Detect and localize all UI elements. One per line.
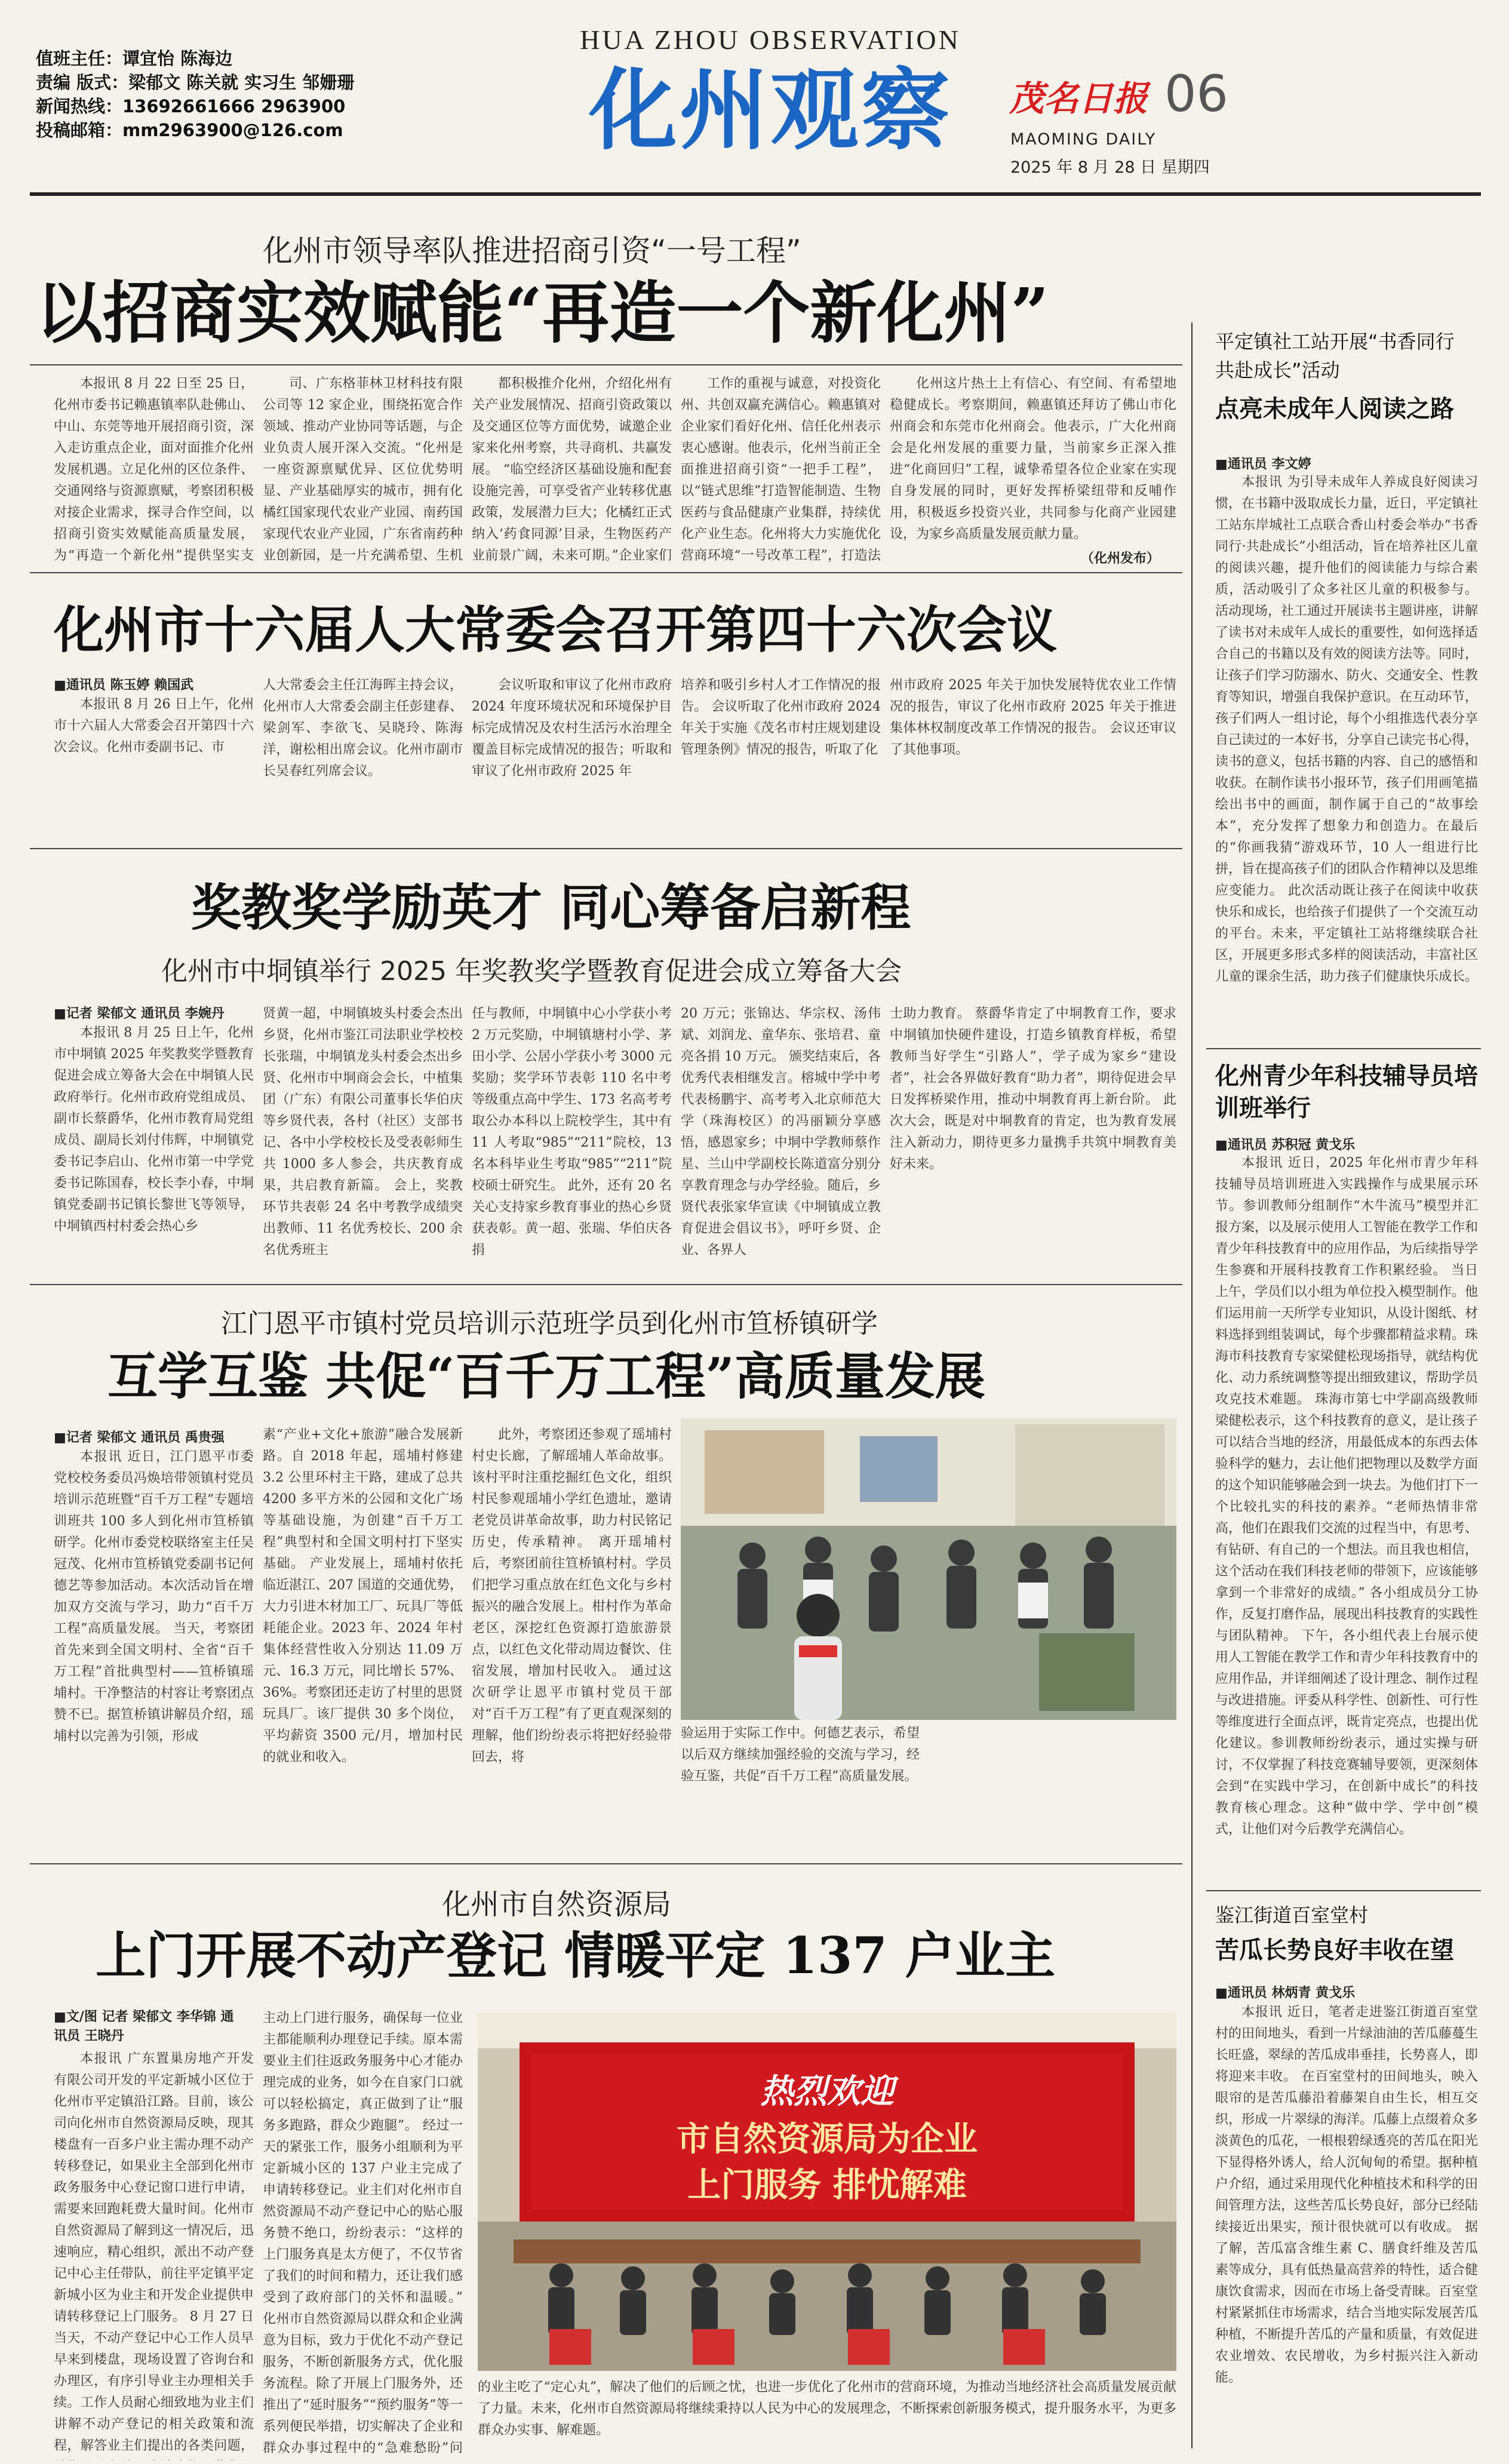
article4-kicker: 江门恩平市镇村党员培训示范班学员到化州市笪桥镇研学 <box>221 1308 878 1339</box>
study-tour-photo <box>681 1418 1176 1720</box>
credit-line: 投稿邮箱：mm2963900@126.com <box>36 120 343 140</box>
divider <box>30 364 1182 365</box>
article5-headline: 上门开展不动产登记 情暖平定 137 户业主 <box>96 1926 1056 1985</box>
side1-body: 本报讯 为引导未成年人养成良好阅读习惯，在书籍中汲取成长力量，近日，平定镇社工站东岸城社工点联合香山村委会举办“书香同行·共赴成长”小组活动，旨在培养社区儿童的阅读兴趣，提升他们的阅读能力与综合素质，活动吸引了众多社区儿童的积极参与。 活动现场，社工通过开展读书主题讲座，讲解了读书对未成年人成长的重要性，如何选择适合自己的书籍以及有效的阅读方法等。同时，让孩子们学习防溺水、防火、交通安全、性教育等知识，增强自我保护意识。在互动环节，孩子们两人一组讨论，每个小组推选代表分享自己读过的一本好书，分享自己读完书心得，读书的意义，包括书籍的内容、自己的感悟和收获。在制作读书小报环节，孩子们用画笔描绘出书中的画面，制作属于自己的“故事绘本”，充分发挥了想象力和创造力。在最后的“你画我猜”游戏环节，10 人一组进行比拼，旨在提高孩子们的团队合作精神以及思维应变能力。 此次活动既让孩子在阅读中收获快乐和成长，也给孩子们提供了一个交流互动的平台。未来，平定镇社工站将继续联合社区，开展更多形式多样的阅读活动，丰富社区儿童的课余生活，助力孩子们健康快乐成长。 <box>1215 475 1478 984</box>
masthead-credits <box>36 47 525 142</box>
page-number: 06 <box>1164 64 1228 123</box>
divider <box>1206 1048 1481 1049</box>
article1-headline: 以招商实效赋能“再造一个新化州” <box>36 274 1049 352</box>
article2-col1: 本报讯 8 月 26 日上午，化州市十六届人大常委会召开第四十六次会议。化州市委副书记、市 <box>54 697 254 755</box>
article3-col2: 贤黄一超，中垌镇坡头村委会杰出乡贤，化州市鉴江司法职业学校校长张瑞，中垌镇龙头村委会杰出乡贤、化州市中垌商会会长，中植集团（广东）有限公司董事长华伯庆等乡贤代表，各村（社区）支部书记、各中小学校校长及受表彰师生共 1000 多人参会，共庆教育成果，共启教育新篇。 会上，奖教环节共表彰 24 名中考教学成绩突出教师、11 名优秀校长、200 余名优秀班主 <box>263 1006 463 1258</box>
divider <box>30 1863 1182 1864</box>
side3-body: 本报讯 近日，笔者走进鉴江街道百室堂村的田间地头，看到一片绿油油的苦瓜藤蔓生长旺盛，翠绿的苦瓜成串垂挂，长势喜人，即将迎来丰收。 在百室堂村的田间地头，映入眼帘的是苦瓜藤沿着藤架自由生长，相互交织，形成一片翠绿的海洋。瓜藤上点缀着众多淡黄色的瓜花，一根根碧绿透亮的苦瓜在阳光下显得格外诱人，给人沉甸甸的希望。据种植户介绍，通过采用现代化种植技术和科学的田间管理方法，这些苦瓜长势良好，部分已经陆续接近出果实，预计很快就可以有收成。 据了解，苦瓜富含维生素 C、膳食纤维及苦瓜素等成分，具有低热量高营养的特性，适合健康饮食需求，因而在市场上备受青睐。百室堂村紧紧抓住市场需求，结合当地实际发展苦瓜种植，不断提升苦瓜的产量和质量，有效促进农业增效、农民增收，为乡村振兴注入新动能。 <box>1215 2005 1478 2385</box>
side3-byline: ■通讯员 林炳青 黄戈乐 <box>1215 1986 1356 2001</box>
banner-line1: 市自然资源局为企业 <box>677 2120 978 2159</box>
article4-headline: 互学互鉴 共促“百千万工程”高质量发展 <box>107 1347 985 1406</box>
article4-col3: 此外，考察团还参观了瑶埔村村史长廊，了解瑶埔人革命故事。该村平时注重挖掘红色文化，组织村民参观瑶埔小学红色遗址，邀请老党员讲革命故事，助力村民铭记历史，传承精神。 离开瑶埔村后，考察团前往笪桥镇村村。学员们把学习重点放在红色文化与乡村振兴的融合发展上。柑村作为革命老区，深挖红色资源打造旅游景点，以红色文化带动周边餐饮、住宿发展，增加村民收入。 通过这次研学让恩平市镇村党员干部对“百千万工程”有了更直观深刻的理解，他们纷纷表示将把好经验带回去，将 <box>472 1427 672 1765</box>
article5-kicker: 化州市自然资源局 <box>442 1888 672 1921</box>
real-estate-service-photo <box>478 2013 1176 2371</box>
article4-col2: 素“产业+文化+旅游”融合发展新路。自 2018 年起，瑶埔村修建 3.2 公里环村主干路，建成了总共 4200 多平方米的公园和文化广场等基础设施，为创建“百千万工程”典型村和全国文明村打下坚实基础。 产业发展上，瑶埔村依托临近湛江、207 国道的交通优势，大力引进木材加工厂、玩具厂等低耗能企业。2023 年、2024 年村集体经营性收入分别达 11.09 万元、16.3 万元，同比增长 57%、36%。考察团还走访了村里的思贤玩具厂。该厂提供 30 多个岗位，平均薪资 3500 元/月，增加村民的就业和收入。 <box>263 1427 463 1765</box>
article3-col5: 士助力教育。 蔡爵华肯定了中垌教育工作，要求中垌镇加快硬件建设，打造乡镇教育样板，希望教师当好学生“引路人”，学子成为家乡“建设者”，社会各界做好教育“助力者”，期待促进会早日发挥桥梁作用，推动中垌教育再上新台阶。 此次大会，既是对中垌教育的肯定，也为教育发展注入新动力，期待更多力量携手共筑中垌教育美好未来。 <box>890 1006 1176 1172</box>
banner-welcome: 热烈欢迎 <box>760 2072 894 2111</box>
side2-body: 本报讯 近日，2025 年化州市青少年科技辅导员培训班进入实践操作与成果展示环节。参训教师分组制作“木牛流马”模型并汇报方案，以及展示使用人工智能在教学工作和青少年科技教育中的应用作品，为后续指导学生参赛和开展科技教育工作积累经验。 当日上午，学员们以小组为单位投入模型制作。他们运用前一天所学专业知识，从设计图纸、材料选择到组装调试，每个步骤都精益求精。珠海市科技教育专家梁健松现场指导，就结构优化、动力系统调整等提出细致建议，帮助学员攻克技术难题。 珠海市第七中学副高级教师梁健松表示，这个科技教育的意义，是让孩子可以结合当地的经济，用最低成本的东西去体验科学的魅力，去让他们把物理以及数学方面的这个知识能够融会到一块去。为他们打下一个比较扎实的科技的素养。“老师热情非常高，他们在跟我们交流的过程当中，有思考、有钻研、有自己的一个想法。而且我也相信，这个活动在我们科技老师的带领下，应该能够拿到一个非常好的成绩。” 各小组成员分工协作，反复打磨作品，展现出科技教育的实践性与团队精神。 下午，各小组代表上台展示使用人工智能在教学工作和青少年科技教育中的应用作品，并详细阐述了设计理念、制作过程与改进措施。评委从科学性、创新性、可行性等维度进行全面点评，既肯定亮点，也提出优化建议。参训教师纷纷表示，通过实操与研讨，不仅掌握了科技竞赛辅导要领，更深刻体会到“在实践中学习，在创新中成长”的科技教育核心理念。这种“做中学、学中创”模式，让他们对今后教学充满信心。 <box>1215 1156 1478 1837</box>
divider <box>30 848 1182 849</box>
side2-byline: ■通讯员 苏积冠 黄戈乐 <box>1215 1138 1356 1153</box>
article2-col2: 人大常委会主任江海晖主持会议，化州市人大常委会副主任彭建春、梁剑军、李欲飞、吴晓玲、陈海洋，谢松相出席会议。化州市副市长吴春红列席会议。 <box>263 678 463 779</box>
article1-col1: 本报讯 8 月 22 日至 25 日，化州市委书记赖惠镇率队赴佛山、中山、东莞等地开展招商引资，深入走访重点企业，面对面推介化州发展机遇。立足化州的区位条件、交通网络与资源禀赋，考察团积极对接企业需求，探寻合作空间，以招商引资实效赋能高质量发展，为“再造一个新化州”提供坚实支 <box>54 376 254 563</box>
paper-english: MAOMING DAILY <box>1010 130 1157 149</box>
issue-date: 2025 年 8 月 28 日 星期四 <box>1010 158 1210 177</box>
paper-logo: 茂名日报 <box>1009 78 1148 119</box>
side1-headline: 点亮未成年人阅读之路 <box>1215 395 1454 423</box>
article3-col1: 本报讯 8 月 25 日上午，化州市中垌镇 2025 年奖教奖学暨教育促进会成立筹备大会在中垌镇人民政府举行。化州市政府党组成员、副市长蔡爵华，化州市教育局党组成员、副局长刘付伟辉，中垌镇党委书记李启山、化州市第一中学党委书记陈国春，校长李小春，中垌镇党委副书记镇长黎世飞等领导，中垌镇西村村委会热心乡 <box>54 1025 254 1234</box>
article4-byline: ■记者 梁郁文 通讯员 禹贵强 <box>54 1430 225 1445</box>
article2-col3: 会议听取和审议了化州市政府 2024 年度环境状况和环境保护目标完成情况及农村生活污水治理全覆盖目标完成情况的报告；听取和审议了化州市政府 2025 年 <box>472 678 672 779</box>
article1-source: （化州发布） <box>1081 551 1160 566</box>
side1-kicker: 平定镇社工站开展“书香同行 共赴成长”活动 <box>1215 330 1455 382</box>
page-title: 化州观察 <box>589 59 952 162</box>
side3-kicker: 鉴江街道百室堂村 <box>1215 1904 1369 1927</box>
article3-col3: 任与教师，中垌镇中心小学获小考 2 万元奖励，中垌镇塘村小学、茅田小学、公居小学获小考 3000 元奖励；奖学环节表彰 110 名中考等级重点高中学生、173 名高考考取公办本科以上院校学生，其中有 11 人考取“985”“211”院校，13 名本科毕业生考取“985”“211”院校硕士研究生。 此外，还有 20 名关心支持家乡教育事业的热心乡贤获表彰。黄一超、张瑞、华伯庆各捐 <box>472 1006 672 1258</box>
article3-byline: ■记者 梁郁文 通讯员 李婉丹 <box>54 1006 225 1021</box>
article5-byline: ■文/图 记者 梁郁文 李华锦 通讯员 王晓丹 <box>54 2010 234 2044</box>
divider <box>30 1284 1182 1285</box>
article3-col4: 20 万元；张锦达、华宗权、汤伟斌、刘润龙、童华东、张培君、童亮各捐 10 万元。 颁奖结束后，各优秀代表相继发言。榕城中学中考代表杨鹏宇、高考考入北京师范大学（珠海校区）的冯丽颖分享感悟，感恩家乡；中垌中学教师蔡作星、兰山中学副校长陈道富分别分享教育理念与办学经验。随后，乡贤代表张家华宣读《中垌镇成立教育促进会倡议书》，呼吁乡贤、企业、各界人 <box>681 1006 881 1258</box>
article2-headline: 化州市十六届人大常委会召开第四十六次会议 <box>54 600 1058 659</box>
credit-line: 责编 版式：梁郁文 陈关就 实习生 邹姗珊 <box>36 72 355 93</box>
article5-col1: 本报讯 广东置巢房地产开发有限公司开发的平定新城小区位于化州市平定镇沿江路。目前，该公司向化州市自然资源局反映，现其楼盘有一百多户业主需办理不动产转移登记，如果业主全部到化州市政务服务中心登记窗口进行申请，需要来回跑耗费大量时间。化州市自然资源局了解到这一情况后，迅速响应，精心组织，派出不动产登记中心主任带队，前往平定镇平定新城小区为业主和开发企业提供申请转移登记上门服务。 8 月 27 日当天，不动产登记中心工作人员早早来到楼盘，现场设置了咨询台和办理区，有序引导业主办理相关手续。工作人员耐心细致地为业主们讲解不动产登记的相关政策和流程，解答业主们提出的各类问题， <box>54 2051 254 2453</box>
article5-col2: 主动上门进行服务，确保每一位业主都能顺利办理登记手续。原本需要业主们往返政务服务中心才能办理完成的业务，如今在自家门口就可以轻松搞定，真正做到了让“服务多跑路，群众少跑腿”。 经过一天的紧张工作，服务小组顺利为平定新城小区的 137 户业主完成了申请转移登记。业主们对化州市自然资源局不动产登记中心的贴心服务赞不绝口，纷纷表示：“这样的上门服务真是太方便了，不仅节省了我们的时间和精力，还让我们感受到了政府部门的关怀和温暖。” 化州市自然资源局以群众和企业满意为目标，致力于优化不动产登记服务，不断创新服务方式，优化服务流程。除了开展上门服务外，还推出了“延时服务”“预约服务”等一系列便民举措，切实解决了企业和群众办事过程中的“急难愁盼”问 <box>263 2011 463 2456</box>
side1-byline: ■通讯员 李文婷 <box>1215 457 1311 472</box>
side2-headline: 化州青少年科技辅导员培训班举行 <box>1215 1062 1478 1122</box>
article4-caption: 验运用于实际工作中。何德艺表示，希望以后双方继续加强经验的交流与学习，经验互鉴，共促“百千万工程”高质量发展。 <box>681 1726 920 1784</box>
article2-col4: 培养和吸引乡村人才工作情况的报告。 会议听取了化州市政府 2024 年关于实施《茂名市村庄规划建设管理条例》情况的报告，听取了化 <box>681 678 881 757</box>
side3-headline: 苦瓜长势良好丰收在望 <box>1215 1937 1454 1964</box>
article3-headline: 奖教奖学励英才 同心筹备启新程 <box>191 878 911 937</box>
banner-line2: 上门服务 排忧解难 <box>687 2166 967 2205</box>
divider <box>30 572 1182 573</box>
article1-col3: 都积极推介化州，介绍化州有关产业发展情况、招商引资政策以及交通区位等方面优势，诚邀企业家来化州考察，共寻商机、共赢发展。 “临空经济区基础设施和配套设施完善，可享受省产业转移优惠政策，发展潜力巨大；化橘红正式纳入‘药食同源’目录，生物医药产业前景广阔，未来可期。”企业家们 <box>472 376 672 563</box>
english-title: HUA ZHOU OBSERVATION <box>580 24 961 55</box>
study-tour-photo-graphic <box>681 1418 1176 1720</box>
article1-col5: 化州这片热土上有信心、有空间、有希望地稳健成长。考察期间，赖惠镇还拜访了佛山市化州商会和东莞市化州商会。他表示，广大化州商会是化州发展的重要力量，当前家乡正深入推进“化商回归”工程，诚挚希望各位企业家在实现自身发展的同时，更好发挥桥梁纽带和反哺作用，积极返乡投资兴业，共同参与化商产业园建设，为家乡高质量发展贡献力量。 <box>890 376 1176 542</box>
divider <box>1206 1890 1481 1891</box>
article1-col2: 司、广东格菲林卫材科技有限公司等 12 家企业，围绕拓宽合作领域、推动产业协同等话题，与企业负责人展开深入交流。“化州是一座资源禀赋优异、区位优势明显、产业基础厚实的城市，拥有化橘红国家现代农业产业园、南药国家现代农业产业园，广东省南药种业创新园，是一片充满希望、生机 <box>263 376 463 563</box>
credit-line: 新闻热线：13692661666 2963900 <box>36 96 346 116</box>
article1-col4: 工作的重视与诚意，对投资化州、共创双赢充满信心。赖惠镇对企业家们看好化州、信任化州表示衷心感谢。他表示，化州当前正全面推进招商引资“一把手工程”，以“链式思维”打造智能制造、生物医药与食品健康产业集群，持续优化产业生态。化州将大力实施优化营商环境“一号改革工程”，打造法 <box>681 376 881 563</box>
masthead-rule <box>30 192 1481 196</box>
article2-col5: 州市政府 2025 年关于加快发展特优农业工作情况的报告，审议了化州市政府 2025 年关于推进集体林权制度改革工作情况的报告。 会议还审议了其他事项。 <box>890 678 1176 757</box>
article1-kicker: 化州市领导率队推进招商引资“一号工程” <box>263 234 801 268</box>
article3-subhead: 化州市中垌镇举行 2025 年奖教奖学暨教育促进会成立筹备大会 <box>161 956 902 987</box>
credit-line: 值班主任：谭宜怡 陈海边 <box>36 48 233 69</box>
article4-col1: 本报讯 近日，江门恩平市委党校校务委员冯焕培带领镇村党员培训示范班暨“百千万工程”专题培训班共 100 多人到化州市笪桥镇研学。化州市委党校联络室主任吴冠茂、化州市笪桥镇党委副书记何德艺等参加活动。本次活动旨在增加双方交流与学习，助力“百千万工程”高质量发展。 当天，考察团首先来到全国文明村、全省“百千万工程”首批典型村——笪桥镇瑶埔村。干净整洁的村容让考察团点赞不已。据笪桥镇讲解员介绍，瑶埔村以完善为引领，形成 <box>54 1449 254 1744</box>
sidebar-divider <box>1191 322 1193 2448</box>
article5-caption: 的业主吃了“定心丸”，解决了他们的后顾之忧，也进一步优化了化州市的营商环境，为推动当地经济社会高质量发展贡献了力量。未来，化州市自然资源局将继续秉持以人民为中心的发展理念，不断探索创新服务模式，提升服务水平，为更多群众办实事、解难题。 <box>478 2380 1176 2438</box>
article2-byline: ■通讯员 陈玉婷 赖国武 <box>54 678 194 693</box>
masthead <box>0 0 1509 197</box>
